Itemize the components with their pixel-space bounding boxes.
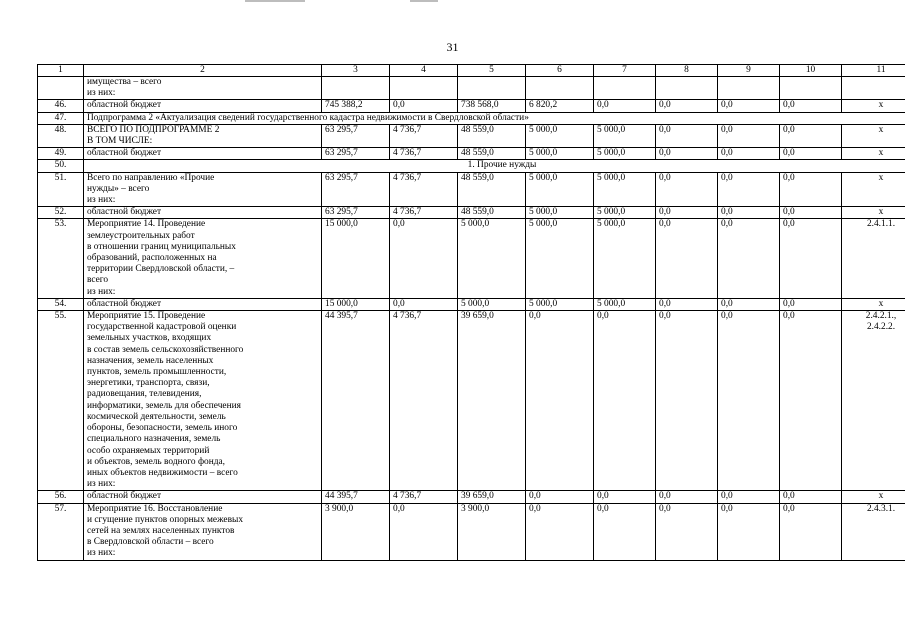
amount-cell-col-4: 0,0 (390, 298, 458, 310)
amount-cell-col-7: 0,0 (594, 491, 656, 503)
amount-cell-col-7: 5 000,0 (594, 207, 656, 219)
amount-cell-col-4: 4 736,7 (390, 491, 458, 503)
amount-cell-col-7 (594, 77, 656, 100)
row-number: 52. (38, 207, 84, 219)
amount-cell-col-3: 15 000,0 (322, 219, 390, 298)
amount-cell-col-8 (656, 77, 718, 100)
amount-cell-col-10 (780, 77, 842, 100)
row-number: 47. (38, 112, 84, 124)
amount-cell-col-3: 63 295,7 (322, 207, 390, 219)
amount-cell-col-7: 5 000,0 (594, 148, 656, 160)
amount-cell-col-6: 5 000,0 (526, 124, 594, 147)
column-header-5: 5 (458, 65, 526, 77)
amount-cell-col-7: 5 000,0 (594, 298, 656, 310)
amount-cell-col-4: 0,0 (390, 100, 458, 112)
column-header-11: 11 (842, 65, 905, 77)
amount-cell-col-5: 5 000,0 (458, 298, 526, 310)
row-number: 50. (38, 160, 84, 172)
column-header-6: 6 (526, 65, 594, 77)
amount-cell-col-8: 0,0 (656, 148, 718, 160)
table-row (38, 298, 905, 310)
row-description: областной бюджет (84, 100, 322, 112)
table-body (38, 65, 905, 561)
amount-cell-col-3: 63 295,7 (322, 172, 390, 207)
amount-cell-col-9: 0,0 (718, 207, 780, 219)
target-code-cell (842, 77, 905, 100)
table-row (38, 124, 905, 147)
target-code-cell: 2.4.2.1., 2.4.2.2. (842, 311, 905, 491)
target-code-cell: x (842, 298, 905, 310)
amount-cell-col-4: 0,0 (390, 503, 458, 560)
row-number (38, 77, 84, 100)
table-row (38, 112, 905, 124)
amount-cell-col-8: 0,0 (656, 207, 718, 219)
column-header-2: 2 (84, 65, 322, 77)
amount-cell-col-9: 0,0 (718, 503, 780, 560)
table-row (38, 311, 905, 491)
amount-cell-col-5 (458, 77, 526, 100)
table-row (38, 148, 905, 160)
scan-edge-mark-right (410, 0, 438, 2)
amount-cell-col-3: 44 395,7 (322, 311, 390, 491)
table-row (38, 207, 905, 219)
amount-cell-col-5: 3 900,0 (458, 503, 526, 560)
amount-cell-col-9: 0,0 (718, 124, 780, 147)
amount-cell-col-7: 0,0 (594, 503, 656, 560)
amount-cell-col-9 (718, 77, 780, 100)
amount-cell-col-4: 4 736,7 (390, 172, 458, 207)
amount-cell-col-10: 0,0 (780, 311, 842, 491)
amount-cell-col-10: 0,0 (780, 298, 842, 310)
amount-cell-col-3: 745 388,2 (322, 100, 390, 112)
amount-cell-col-3 (322, 77, 390, 100)
amount-cell-col-5: 48 559,0 (458, 124, 526, 147)
amount-cell-col-7: 5 000,0 (594, 219, 656, 298)
table-row (38, 160, 905, 172)
amount-cell-col-3: 15 000,0 (322, 298, 390, 310)
row-number: 49. (38, 148, 84, 160)
row-number: 57. (38, 503, 84, 560)
amount-cell-col-9: 0,0 (718, 148, 780, 160)
column-header-1: 1 (38, 65, 84, 77)
row-description: областной бюджет (84, 148, 322, 160)
amount-cell-col-4: 4 736,7 (390, 311, 458, 491)
amount-cell-col-6: 5 000,0 (526, 219, 594, 298)
table-row (38, 219, 905, 298)
amount-cell-col-8: 0,0 (656, 311, 718, 491)
table-row (38, 503, 905, 560)
target-code-cell: x (842, 148, 905, 160)
amount-cell-col-6 (526, 77, 594, 100)
column-header-9: 9 (718, 65, 780, 77)
column-header-7: 7 (594, 65, 656, 77)
amount-cell-col-3: 63 295,7 (322, 148, 390, 160)
amount-cell-col-10: 0,0 (780, 207, 842, 219)
amount-cell-col-5: 39 659,0 (458, 311, 526, 491)
row-number: 51. (38, 172, 84, 207)
amount-cell-col-4: 4 736,7 (390, 207, 458, 219)
section-heading: 1. Прочие нужды (84, 160, 905, 172)
amount-cell-col-7: 0,0 (594, 100, 656, 112)
amount-cell-col-7: 5 000,0 (594, 124, 656, 147)
amount-cell-col-5: 48 559,0 (458, 172, 526, 207)
amount-cell-col-8: 0,0 (656, 298, 718, 310)
row-number: 54. (38, 298, 84, 310)
target-code-cell: x (842, 491, 905, 503)
amount-cell-col-3: 3 900,0 (322, 503, 390, 560)
amount-cell-col-7: 0,0 (594, 311, 656, 491)
column-header-4: 4 (390, 65, 458, 77)
amount-cell-col-5: 5 000,0 (458, 219, 526, 298)
amount-cell-col-5: 738 568,0 (458, 100, 526, 112)
column-header-3: 3 (322, 65, 390, 77)
row-description: Всего по направлению «Прочие нужды» – всего из них: (84, 172, 322, 207)
amount-cell-col-6: 5 000,0 (526, 148, 594, 160)
target-code-cell: x (842, 100, 905, 112)
amount-cell-col-5: 39 659,0 (458, 491, 526, 503)
row-description: Мероприятие 16. Восстановление и сгущение пунктов опорных межевых сетей на землях населенных пунктов в Свердловской области – всего из них: (84, 503, 322, 560)
amount-cell-col-5: 48 559,0 (458, 148, 526, 160)
amount-cell-col-10: 0,0 (780, 124, 842, 147)
amount-cell-col-6: 5 000,0 (526, 172, 594, 207)
column-header-8: 8 (656, 65, 718, 77)
amount-cell-col-10: 0,0 (780, 100, 842, 112)
amount-cell-col-9: 0,0 (718, 219, 780, 298)
amount-cell-col-6: 6 820,2 (526, 100, 594, 112)
amount-cell-col-7: 5 000,0 (594, 172, 656, 207)
amount-cell-col-6: 0,0 (526, 503, 594, 560)
row-number: 46. (38, 100, 84, 112)
amount-cell-col-6: 5 000,0 (526, 207, 594, 219)
row-description: областной бюджет (84, 491, 322, 503)
amount-cell-col-8: 0,0 (656, 491, 718, 503)
amount-cell-col-9: 0,0 (718, 100, 780, 112)
target-code-cell: x (842, 207, 905, 219)
amount-cell-col-6: 5 000,0 (526, 298, 594, 310)
target-code-cell: x (842, 124, 905, 147)
amount-cell-col-3: 44 395,7 (322, 491, 390, 503)
row-number: 53. (38, 219, 84, 298)
budget-table (37, 64, 905, 561)
amount-cell-col-10: 0,0 (780, 491, 842, 503)
amount-cell-col-6: 0,0 (526, 491, 594, 503)
amount-cell-col-8: 0,0 (656, 219, 718, 298)
row-description: ВСЕГО ПО ПОДПРОГРАММЕ 2 В ТОМ ЧИСЛЕ: (84, 124, 322, 147)
row-description: областной бюджет (84, 298, 322, 310)
row-number: 48. (38, 124, 84, 147)
row-description: Мероприятие 15. Проведение государственной кадастровой оценки земельных участков, входящих в состав земель сельскохозяйственного назначения, земель населенных пунктов, земель промышленности, энергетики, транспорта, связи, радиовещания, телевидения, информатики, земель для обеспечения космической деятельности, земель обороны, безопасности, земель иного специального назначения, земель особо охраняемых территорий и объектов, земель водного фонда, иных объектов недвижимости – всего из них: (84, 311, 322, 491)
amount-cell-col-9: 0,0 (718, 298, 780, 310)
amount-cell-col-4: 0,0 (390, 219, 458, 298)
amount-cell-col-4: 4 736,7 (390, 124, 458, 147)
scan-edge-mark-left (245, 0, 305, 2)
amount-cell-col-3: 63 295,7 (322, 124, 390, 147)
row-description: имущества – всего из них: (84, 77, 322, 100)
table-row (38, 77, 905, 100)
amount-cell-col-10: 0,0 (780, 503, 842, 560)
section-heading: Подпрограмма 2 «Актуализация сведений государственного кадастра недвижимости в Свердловской области» (84, 112, 905, 124)
row-number: 55. (38, 311, 84, 491)
row-description: областной бюджет (84, 207, 322, 219)
column-header-10: 10 (780, 65, 842, 77)
amount-cell-col-8: 0,0 (656, 124, 718, 147)
table-row (38, 491, 905, 503)
amount-cell-col-8: 0,0 (656, 172, 718, 207)
amount-cell-col-10: 0,0 (780, 219, 842, 298)
amount-cell-col-10: 0,0 (780, 148, 842, 160)
target-code-cell: x (842, 172, 905, 207)
amount-cell-col-5: 48 559,0 (458, 207, 526, 219)
amount-cell-col-4: 4 736,7 (390, 148, 458, 160)
amount-cell-col-9: 0,0 (718, 311, 780, 491)
amount-cell-col-8: 0,0 (656, 503, 718, 560)
amount-cell-col-4 (390, 77, 458, 100)
amount-cell-col-8: 0,0 (656, 100, 718, 112)
page-number: 31 (446, 40, 459, 54)
row-description: Мероприятие 14. Проведение землеустроительных работ в отношении границ муниципальных образований, расположенных на территории Свердловской области, – всего из них: (84, 219, 322, 298)
target-code-cell: 2.4.3.1. (842, 503, 905, 560)
table-row (38, 172, 905, 207)
row-number: 56. (38, 491, 84, 503)
amount-cell-col-9: 0,0 (718, 491, 780, 503)
amount-cell-col-6: 0,0 (526, 311, 594, 491)
header-row (38, 65, 905, 77)
target-code-cell: 2.4.1.1. (842, 219, 905, 298)
amount-cell-col-10: 0,0 (780, 172, 842, 207)
amount-cell-col-9: 0,0 (718, 172, 780, 207)
table-row (38, 100, 905, 112)
